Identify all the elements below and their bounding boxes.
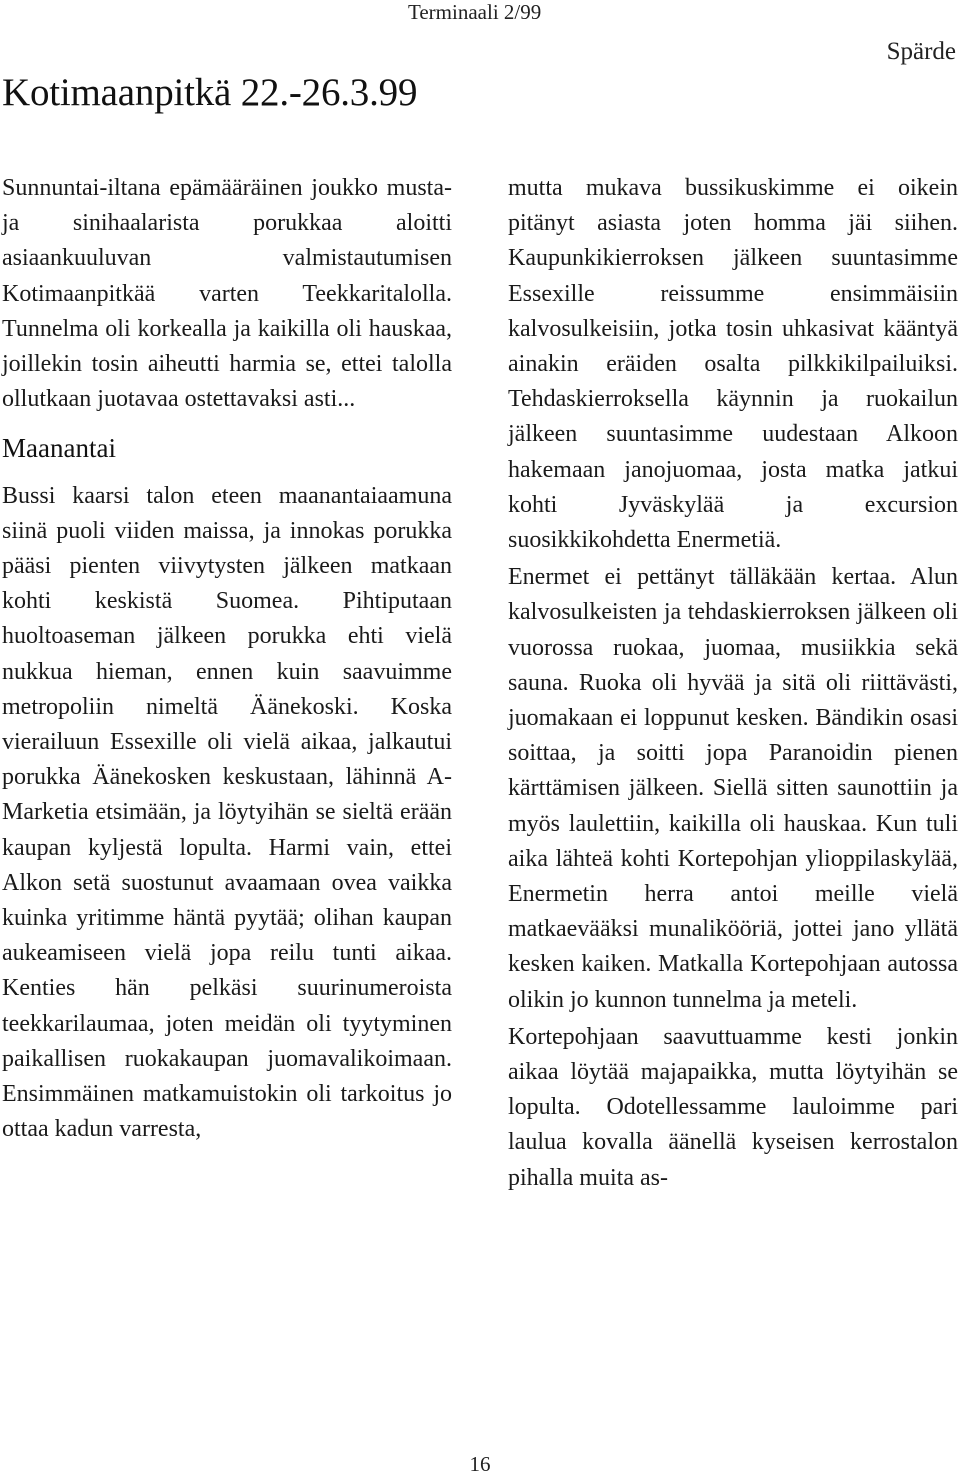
right-paragraph-1: mutta mukava bussikuskimme ei oikein pitänyt asiasta joten homma jäi siihen. Kaupunkikierroksen jälkeen suuntasimme Essexille reissumme ensimmäisiin kalvosulkeisiin, jotka tosin uhkasivat kääntyä ainakin eräiden osalta pilkkikilpailuiksi. Tehdaskierroksella käynnin ja ruokailun jälkeen suuntasimme uudestaan Alkoon hakemaan janojuomaa, josta matka jatkui kohti Jyväskylää ja excursion suosikkikohdetta Enermetiä. <box>508 175 958 554</box>
issue-label: Terminaali 2/99 <box>408 0 542 24</box>
right-paragraph-3: Kortepohjaan saavuttuamme kesti jonkin aikaa löytää majapaikka, mutta löytyihän se lopulta. Odotellessamme lauloimme pari laulua kovalla äänellä kyseisen kerrostalon pihalla muita as- <box>508 1023 958 1191</box>
maanantai-paragraph: Bussi kaarsi talon eteen maanantaiaamuna siinä puoli viiden maissa, ja innokas porukka pääsi pienten viivytysten jälkeen matkaan kohti keskistä Suomea. Pihtiputaan huoltoaseman jälkeen porukka ehti vielä nukkua hieman, ennen kuin saavuimme metropoliin nimeltä Äänekoski. Koska vierailuun Essexille oli vielä aikaa, jalkautui porukka Äänekosken keskustaan, lähinnä A-Marketia etsimään, ja löytyihän se sieltä erään kaupan kyljestä lopulta. Harmi vain, ettei Alkon setä suostunut avaamaan ovea vaikka kuinka yritimme häntä pyytää; olihan kaupan aukeamiseen vielä jopa reilu tunti aikaa. Kenties hän pelkäsi suurinumeroista teekkarilaumaa, joten meidän oli tyytyminen paikallisen ruokakaupan juomavalikoimaan. Ensimmäinen matkamuistokin oli tarkoitus jo ottaa kadun varresta, <box>2 482 452 1143</box>
section-heading-maanantai: Maanantai <box>2 433 116 464</box>
right-column <box>508 171 958 1196</box>
intro-paragraph: Sunnuntai-iltana epämääräinen joukko musta- ja sinihaalarista porukkaa aloitti asiaankuuluvan valmistautumisen Kotimaanpitkää varten Teekkaritalolla. Tunnelma oli korkealla ja kaikilla oli hauskaa, joillekin tosin aiheutti harmia se, ettei talolla ollutkaan juotavaa ostettavaksi asti... <box>2 175 452 413</box>
left-column <box>2 171 452 1147</box>
right-paragraph-2: Enermet ei pettänyt tälläkään kertaa. Alun kalvosulkeisten ja tehdaskierroksen jälkeen oli vuorossa ruokaa, juomaa, musiikkia sekä sauna. Ruoka oli hyvää ja sitä oli riittävästi, juomakaan ei loppunut kesken. Bändikin osasi soittaa, ja soitti jopa Paranoidin pienen kärttämisen jälkeen. Siellä sitten saunottiin ja myös laulettiin, kaikilla oli hauskaa. Kun tuli aika lähteä kohti Kortepohjan ylioppilaskylää, Enermetin herra antoi meille vielä matkaevääksi munalikööriä, jottei jano yllätä kesken kaiken. Matkalla Kortepohjaan autossa olikin jo kunnon tunnelma ja meteli. <box>508 564 958 1013</box>
article-title: Kotimaanpitkä 22.-26.3.99 <box>2 71 418 114</box>
page-number: 16 <box>469 1452 491 1476</box>
section-label: Spärde <box>886 38 956 65</box>
